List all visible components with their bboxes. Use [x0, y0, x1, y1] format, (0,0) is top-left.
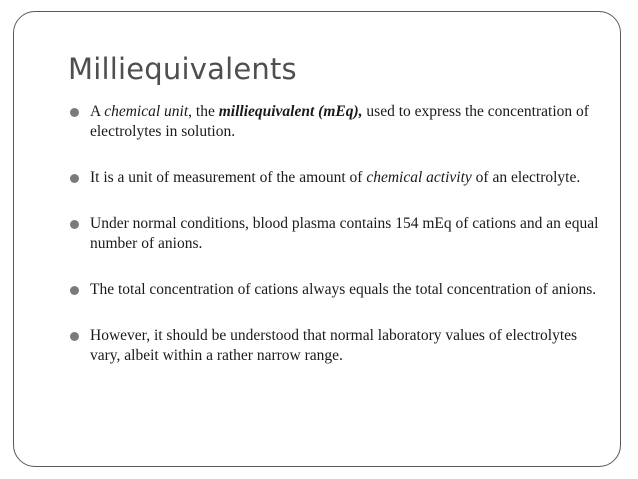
- bullet-text: [90, 327, 577, 364]
- text-segment: A: [90, 103, 105, 120]
- text-segment: The total concentration of cations always equals the total concentration of anions.: [90, 281, 597, 298]
- text-segment-italic: chemical activity: [366, 169, 472, 186]
- text-segment: It is a unit of measurement of the amount of: [90, 169, 367, 186]
- bullet-item: [70, 280, 600, 300]
- bullet-dot-icon: [70, 108, 79, 117]
- bullet-item: [70, 214, 600, 254]
- bullet-dot-icon: [70, 286, 79, 295]
- bullet-text: [90, 103, 589, 140]
- bullet-item: [70, 102, 600, 142]
- text-segment: , the: [188, 103, 219, 120]
- bullet-text: [90, 169, 580, 186]
- text-segment: of an electrolyte.: [471, 169, 581, 186]
- bullet-dot-icon: [70, 332, 79, 341]
- bullet-dot-icon: [70, 174, 79, 183]
- text-segment-bold-italic: milliequivalent (mEq),: [218, 103, 363, 120]
- bullet-text: [90, 281, 596, 298]
- bullet-dot-icon: [70, 220, 79, 229]
- slide-title: Milliequivalents: [68, 52, 297, 86]
- bullet-item: [70, 326, 600, 366]
- text-segment: However, it should be understood that normal laboratory values of electrolytes vary, albeit within a rather narrow range.: [90, 327, 578, 364]
- bullet-text: [90, 215, 598, 252]
- bullet-list: [70, 102, 600, 366]
- text-segment-italic: chemical unit: [104, 103, 189, 120]
- text-segment: Under normal conditions, blood plasma contains 154 mEq of cations and an equal number of anions.: [90, 215, 599, 252]
- bullet-item: [70, 168, 600, 188]
- text-segment: used to express the concentration of electrolytes in solution.: [90, 103, 589, 140]
